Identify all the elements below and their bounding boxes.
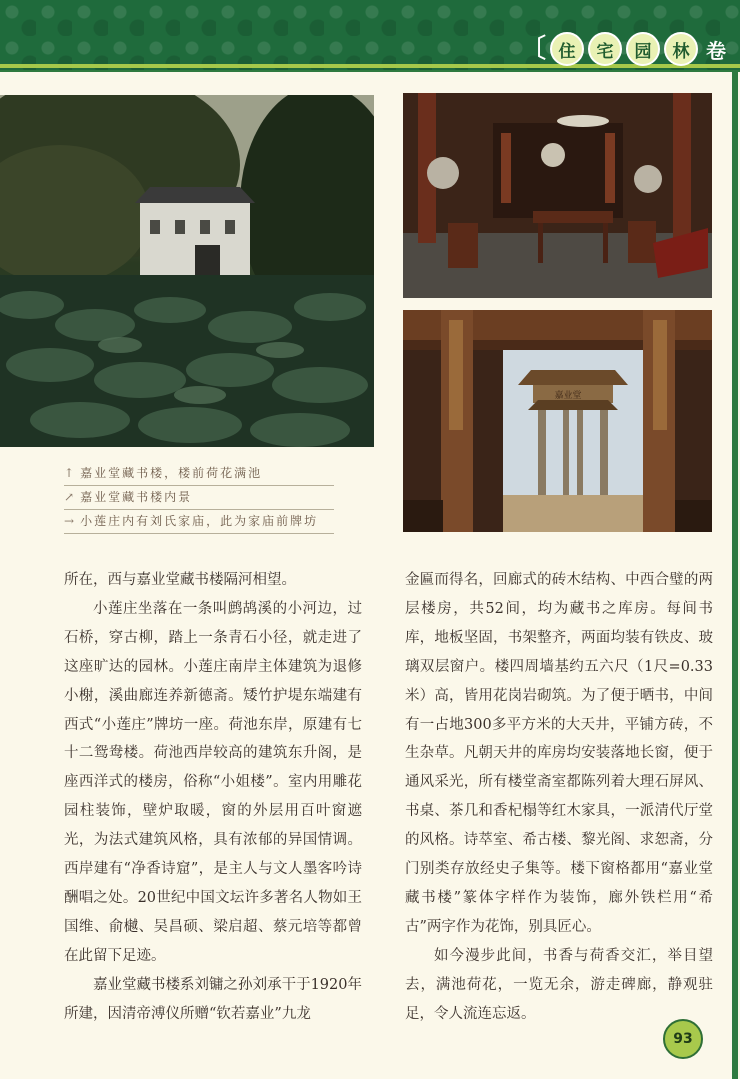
paragraph: 所在，西与嘉业堂藏书楼隔河相望。 [64,572,296,588]
photo-captions [64,462,334,534]
volume-char: 宅 [588,32,622,66]
caption-item [64,510,334,534]
volume-char: 园 [626,32,660,66]
volume-char: 林 [664,32,698,66]
paragraph: 小莲庄坐落在一条叫鹧鸪溪的小河边，过石桥，穿古柳，踏上一条青石小径，就走进了这座旷达的园林。小莲庄南岸主体建筑为退修小榭，溪曲廊连养新德斋。矮竹护堤东端建有西式“小莲庄”牌坊一座。荷池东岸，原建有七十二鸳鸯楼。荷池西岸较高的建筑东升阁，是座西洋式的楼房，俗称“小姐楼”。室内用雕花园柱装饰，壁炉取暖，窗的外层用百叶窗遮光，为法式建筑风格，具有浓郁的异国情调。西岸建有“净香诗窟”，是主人与文人墨客吟诗酬唱之处。20世纪中国文坛许多著名人物如王国维、俞樾、吴昌硕、梁启超、蔡元培等都曾在此留下足迹。 [64,600,362,964]
arrow-up-right-icon: ↗ [64,490,77,504]
caption-text: 嘉业堂藏书楼，楼前荷花满池 [80,466,263,480]
caption-text: 嘉业堂藏书楼内景 [80,490,193,504]
paragraph: 如今漫步此间，书香与荷香交汇，举目望去，满池荷花，一览无余，游走碑廊，静观驻足，令人流连忘返。 [405,947,713,1022]
photo-library-interior [403,93,712,298]
paragraph: 嘉业堂藏书楼系刘镛之孙刘承干于1920年所建，因清帝溥仪所赠“钦若嘉业”九龙 [64,976,362,1022]
photo-library-lotus-pond [0,95,374,447]
volume-bracket: 〔 [519,34,546,64]
caption-text: 小莲庄内有刘氏家庙，此为家庙前牌坊 [80,514,319,528]
margin-rule [732,70,738,1079]
page-number: 93 [663,1019,703,1059]
body-column-left [64,566,362,1029]
header-rule-dark [0,70,740,72]
photo-memorial-archway [403,310,712,532]
paragraph: 金匾而得名，回廊式的砖木结构、中西合璧的两层楼房，共52间，均为藏书之库房。每间书库，地板坚固，书架整齐，两面均装有铁皮、玻璃双层窗户。楼四周墙基约五六尺（1尺=0.33米）高，皆用花岗岩砌筑。为了便于晒书，中间有一占地300多平方米的大天井，平铺方砖，不生杂草。凡朝天井的库房均安装落地长窗，便于通风采光，所有楼堂斋室都陈列着大理石屏风、书桌、茶几和香杞榻等红木家具，一派清代厅堂的风格。诗萃室、希古楼、黎光阁、求恕斋，分门别类存放经史子集等。楼下窗格都用“嘉业堂藏书楼”篆体字样作为装饰，廊外铁栏用“希古”两字作为花饰，别具匠心。 [405,572,713,935]
archway-plaque-text: 嘉业堂 [554,391,582,401]
volume-suffix: 卷 [706,38,726,63]
volume-title [520,32,726,66]
arrow-up-icon: ↑ [64,466,77,480]
caption-item [64,462,334,486]
volume-char: 住 [550,32,584,66]
caption-item [64,486,334,510]
arrow-right-icon: → [64,514,77,528]
body-column-right [405,566,713,1029]
